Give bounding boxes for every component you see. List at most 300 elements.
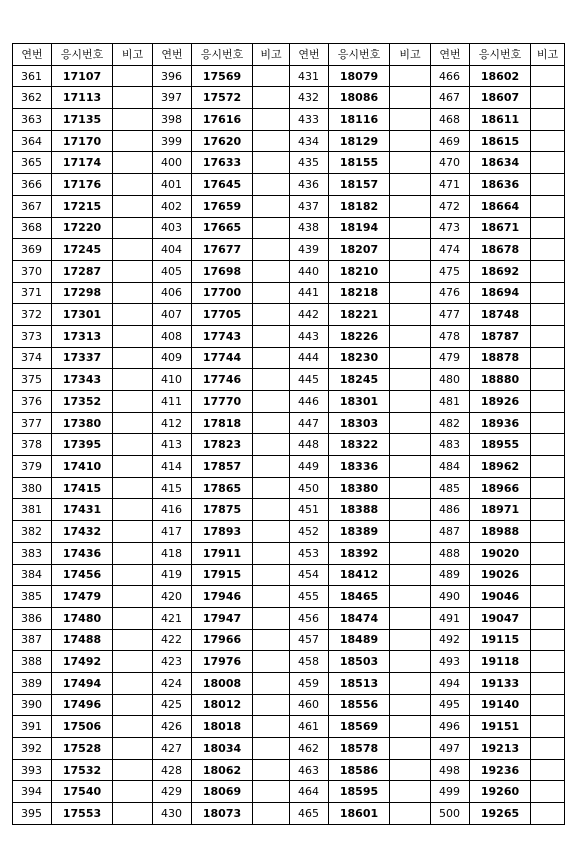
- note-cell: [113, 716, 153, 738]
- table-row: [13, 716, 565, 738]
- exam-number-cell: 17865: [192, 477, 253, 499]
- note-cell: [531, 694, 565, 716]
- seq-cell: 367: [13, 195, 52, 217]
- note-cell: [531, 759, 565, 781]
- seq-cell: 432: [290, 87, 329, 109]
- seq-cell: 473: [431, 217, 470, 239]
- table-row: [13, 651, 565, 673]
- seq-cell: 380: [13, 477, 52, 499]
- exam-number-cell: 17553: [52, 803, 113, 825]
- exam-number-cell: 18322: [329, 434, 390, 456]
- exam-number-cell: 18412: [329, 564, 390, 586]
- exam-number-cell: 17893: [192, 521, 253, 543]
- note-cell: [113, 477, 153, 499]
- note-cell: [113, 803, 153, 825]
- exam-number-cell: 17494: [52, 672, 113, 694]
- exam-number-cell: 18503: [329, 651, 390, 673]
- table-body: [13, 65, 565, 824]
- exam-number-cell: 18380: [329, 477, 390, 499]
- exam-number-cell: 18692: [470, 260, 531, 282]
- seq-cell: 465: [290, 803, 329, 825]
- seq-cell: 363: [13, 109, 52, 131]
- seq-cell: 460: [290, 694, 329, 716]
- note-cell: [253, 87, 290, 109]
- note-cell: [113, 629, 153, 651]
- table-row: [13, 499, 565, 521]
- note-cell: [531, 65, 565, 87]
- note-cell: [531, 325, 565, 347]
- seq-cell: 474: [431, 239, 470, 261]
- exam-number-cell: 18008: [192, 672, 253, 694]
- note-cell: [253, 651, 290, 673]
- note-cell: [113, 781, 153, 803]
- note-cell: [113, 347, 153, 369]
- seq-cell: 444: [290, 347, 329, 369]
- note-cell: [253, 542, 290, 564]
- exam-number-cell: 18226: [329, 325, 390, 347]
- exam-number-cell: 18988: [470, 521, 531, 543]
- exam-number-cell: 17665: [192, 217, 253, 239]
- table-row: [13, 738, 565, 760]
- exam-number-cell: 18671: [470, 217, 531, 239]
- note-cell: [531, 477, 565, 499]
- seq-cell: 424: [153, 672, 192, 694]
- seq-cell: 409: [153, 347, 192, 369]
- exam-number-cell: 18955: [470, 434, 531, 456]
- note-cell: [531, 564, 565, 586]
- exam-number-cell: 18615: [470, 130, 531, 152]
- exam-number-cell: 18678: [470, 239, 531, 261]
- note-cell: [390, 65, 431, 87]
- note-header: 비고: [253, 44, 290, 66]
- table-row: [13, 325, 565, 347]
- seq-cell: 422: [153, 629, 192, 651]
- note-cell: [113, 586, 153, 608]
- table-row: [13, 391, 565, 413]
- note-cell: [390, 456, 431, 478]
- seq-cell: 471: [431, 174, 470, 196]
- exam-number-cell: 17616: [192, 109, 253, 131]
- note-cell: [253, 564, 290, 586]
- seq-cell: 365: [13, 152, 52, 174]
- seq-cell: 386: [13, 607, 52, 629]
- seq-cell: 463: [290, 759, 329, 781]
- exam-number-cell: 19213: [470, 738, 531, 760]
- note-cell: [253, 499, 290, 521]
- note-cell: [390, 152, 431, 174]
- note-cell: [390, 738, 431, 760]
- exam-number-cell: 17746: [192, 369, 253, 391]
- seq-cell: 478: [431, 325, 470, 347]
- note-cell: [531, 87, 565, 109]
- seq-cell: 374: [13, 347, 52, 369]
- table-row: [13, 304, 565, 326]
- note-cell: [531, 803, 565, 825]
- exam-number-cell: 18218: [329, 282, 390, 304]
- exam-number-cell: 18966: [470, 477, 531, 499]
- note-cell: [390, 716, 431, 738]
- table-row: [13, 347, 565, 369]
- seq-cell: 456: [290, 607, 329, 629]
- exam-number-cell: 17220: [52, 217, 113, 239]
- exam-number-cell: 18392: [329, 542, 390, 564]
- seq-cell: 477: [431, 304, 470, 326]
- seq-cell: 403: [153, 217, 192, 239]
- seq-cell: 383: [13, 542, 52, 564]
- exam-number-cell: 17645: [192, 174, 253, 196]
- exam-number-cell: 18664: [470, 195, 531, 217]
- note-cell: [113, 109, 153, 131]
- exam-number-cell: 17176: [52, 174, 113, 196]
- note-cell: [531, 456, 565, 478]
- exam-number-cell: 19265: [470, 803, 531, 825]
- seq-cell: 371: [13, 282, 52, 304]
- exam-number-cell: 18601: [329, 803, 390, 825]
- exam-number-cell: 17915: [192, 564, 253, 586]
- exam-number-cell: 17875: [192, 499, 253, 521]
- seq-cell: 370: [13, 260, 52, 282]
- table-row: [13, 65, 565, 87]
- seq-cell: 481: [431, 391, 470, 413]
- exam-number-cell: 17569: [192, 65, 253, 87]
- seq-cell: 493: [431, 651, 470, 673]
- note-cell: [531, 152, 565, 174]
- exam-number-cell: 17744: [192, 347, 253, 369]
- exam-number-cell: 18245: [329, 369, 390, 391]
- seq-header: 연번: [153, 44, 192, 66]
- seq-cell: 417: [153, 521, 192, 543]
- seq-cell: 361: [13, 65, 52, 87]
- note-cell: [253, 586, 290, 608]
- seq-cell: 443: [290, 325, 329, 347]
- exam-number-cell: 19260: [470, 781, 531, 803]
- seq-cell: 385: [13, 586, 52, 608]
- note-cell: [253, 369, 290, 391]
- note-cell: [113, 65, 153, 87]
- exam-number-cell: 18607: [470, 87, 531, 109]
- exam-number-cell: 18636: [470, 174, 531, 196]
- exam-number-cell: 17976: [192, 651, 253, 673]
- seq-cell: 450: [290, 477, 329, 499]
- exam-number-cell: 18602: [470, 65, 531, 87]
- table-row: [13, 521, 565, 543]
- exam-number-cell: 17572: [192, 87, 253, 109]
- seq-cell: 405: [153, 260, 192, 282]
- exam-number-cell: 17395: [52, 434, 113, 456]
- note-cell: [253, 304, 290, 326]
- exam-number-cell: 17620: [192, 130, 253, 152]
- exam-number-cell: 17633: [192, 152, 253, 174]
- exam-number-cell: 18578: [329, 738, 390, 760]
- note-cell: [113, 369, 153, 391]
- note-cell: [253, 694, 290, 716]
- note-cell: [253, 607, 290, 629]
- seq-cell: 446: [290, 391, 329, 413]
- exam-number-cell: 17415: [52, 477, 113, 499]
- seq-cell: 379: [13, 456, 52, 478]
- exam-number-cell: 17301: [52, 304, 113, 326]
- table-row: [13, 87, 565, 109]
- note-cell: [390, 239, 431, 261]
- seq-cell: 362: [13, 87, 52, 109]
- seq-cell: 368: [13, 217, 52, 239]
- seq-cell: 373: [13, 325, 52, 347]
- seq-cell: 457: [290, 629, 329, 651]
- exam-number-cell: 17659: [192, 195, 253, 217]
- note-cell: [113, 456, 153, 478]
- exam-number-cell: 18073: [192, 803, 253, 825]
- seq-cell: 485: [431, 477, 470, 499]
- exam-number-cell: 18880: [470, 369, 531, 391]
- exam-number-cell: 17705: [192, 304, 253, 326]
- table-row: [13, 803, 565, 825]
- note-cell: [390, 347, 431, 369]
- table-row: [13, 781, 565, 803]
- note-cell: [113, 738, 153, 760]
- seq-cell: 369: [13, 239, 52, 261]
- note-cell: [253, 434, 290, 456]
- note-cell: [253, 65, 290, 87]
- table-row: [13, 477, 565, 499]
- note-cell: [531, 607, 565, 629]
- seq-cell: 472: [431, 195, 470, 217]
- note-cell: [253, 239, 290, 261]
- exam-number-cell: 18971: [470, 499, 531, 521]
- seq-cell: 387: [13, 629, 52, 651]
- note-cell: [253, 130, 290, 152]
- seq-cell: 467: [431, 87, 470, 109]
- note-header: 비고: [390, 44, 431, 66]
- exam-number-cell: 19047: [470, 607, 531, 629]
- note-cell: [390, 607, 431, 629]
- exam-number-cell: 18079: [329, 65, 390, 87]
- note-cell: [531, 521, 565, 543]
- note-cell: [113, 217, 153, 239]
- exam-number-cell: 17480: [52, 607, 113, 629]
- seq-cell: 382: [13, 521, 52, 543]
- exam-number-cell: 17107: [52, 65, 113, 87]
- exam-number-cell: 19151: [470, 716, 531, 738]
- exam-number-cell: 18034: [192, 738, 253, 760]
- exam-number-cell: 17135: [52, 109, 113, 131]
- seq-cell: 411: [153, 391, 192, 413]
- header-row: [13, 44, 565, 66]
- exam-number-cell: 17911: [192, 542, 253, 564]
- seq-cell: 418: [153, 542, 192, 564]
- exam-number-cell: 19115: [470, 629, 531, 651]
- seq-cell: 366: [13, 174, 52, 196]
- seq-cell: 375: [13, 369, 52, 391]
- note-cell: [531, 781, 565, 803]
- note-cell: [253, 412, 290, 434]
- table-row: [13, 239, 565, 261]
- note-cell: [390, 174, 431, 196]
- exam-number-header: 응시번호: [52, 44, 113, 66]
- exam-number-cell: 17436: [52, 542, 113, 564]
- exam-number-cell: 17432: [52, 521, 113, 543]
- exam-number-cell: 17298: [52, 282, 113, 304]
- seq-cell: 486: [431, 499, 470, 521]
- exam-number-cell: 17496: [52, 694, 113, 716]
- seq-cell: 491: [431, 607, 470, 629]
- seq-cell: 470: [431, 152, 470, 174]
- exam-number-cell: 18155: [329, 152, 390, 174]
- seq-cell: 412: [153, 412, 192, 434]
- note-cell: [531, 499, 565, 521]
- note-cell: [113, 282, 153, 304]
- note-cell: [390, 651, 431, 673]
- seq-cell: 488: [431, 542, 470, 564]
- exam-number-cell: 17743: [192, 325, 253, 347]
- note-header: 비고: [531, 44, 565, 66]
- note-cell: [390, 87, 431, 109]
- seq-cell: 480: [431, 369, 470, 391]
- exam-number-cell: 18611: [470, 109, 531, 131]
- seq-cell: 434: [290, 130, 329, 152]
- seq-cell: 439: [290, 239, 329, 261]
- note-cell: [531, 586, 565, 608]
- seq-cell: 414: [153, 456, 192, 478]
- seq-cell: 464: [290, 781, 329, 803]
- exam-number-cell: 17528: [52, 738, 113, 760]
- exam-number-cell: 19026: [470, 564, 531, 586]
- exam-number-cell: 17818: [192, 412, 253, 434]
- seq-cell: 398: [153, 109, 192, 131]
- exam-number-cell: 18569: [329, 716, 390, 738]
- exam-number-cell: 18878: [470, 347, 531, 369]
- note-cell: [253, 152, 290, 174]
- seq-cell: 459: [290, 672, 329, 694]
- exam-number-cell: 17770: [192, 391, 253, 413]
- table-row: [13, 174, 565, 196]
- note-cell: [253, 109, 290, 131]
- note-cell: [390, 217, 431, 239]
- note-cell: [390, 477, 431, 499]
- table-row: [13, 434, 565, 456]
- seq-cell: 431: [290, 65, 329, 87]
- exam-number-cell: 19046: [470, 586, 531, 608]
- exam-number-cell: 18012: [192, 694, 253, 716]
- exam-number-cell: 18221: [329, 304, 390, 326]
- table-row: [13, 282, 565, 304]
- seq-cell: 489: [431, 564, 470, 586]
- exam-number-cell: 18787: [470, 325, 531, 347]
- table-row: [13, 542, 565, 564]
- exam-number-cell: 19140: [470, 694, 531, 716]
- seq-cell: 394: [13, 781, 52, 803]
- note-cell: [113, 391, 153, 413]
- note-cell: [253, 260, 290, 282]
- note-cell: [253, 716, 290, 738]
- note-cell: [113, 412, 153, 434]
- note-cell: [390, 694, 431, 716]
- table-row: [13, 564, 565, 586]
- seq-cell: 447: [290, 412, 329, 434]
- exam-number-cell: 18301: [329, 391, 390, 413]
- seq-cell: 451: [290, 499, 329, 521]
- seq-header: 연번: [431, 44, 470, 66]
- seq-cell: 449: [290, 456, 329, 478]
- note-cell: [390, 369, 431, 391]
- note-cell: [253, 629, 290, 651]
- exam-number-cell: 17532: [52, 759, 113, 781]
- note-cell: [390, 803, 431, 825]
- note-cell: [531, 629, 565, 651]
- table-row: [13, 260, 565, 282]
- exam-number-cell: 18157: [329, 174, 390, 196]
- exam-number-cell: 18595: [329, 781, 390, 803]
- note-cell: [531, 738, 565, 760]
- seq-cell: 448: [290, 434, 329, 456]
- seq-cell: 393: [13, 759, 52, 781]
- seq-cell: 404: [153, 239, 192, 261]
- seq-cell: 495: [431, 694, 470, 716]
- note-cell: [390, 672, 431, 694]
- seq-cell: 437: [290, 195, 329, 217]
- note-cell: [113, 672, 153, 694]
- seq-cell: 421: [153, 607, 192, 629]
- note-cell: [531, 195, 565, 217]
- seq-cell: 461: [290, 716, 329, 738]
- seq-cell: 487: [431, 521, 470, 543]
- exam-number-cell: 18489: [329, 629, 390, 651]
- note-cell: [253, 672, 290, 694]
- note-cell: [113, 651, 153, 673]
- seq-cell: 406: [153, 282, 192, 304]
- note-cell: [531, 434, 565, 456]
- exam-number-cell: 19133: [470, 672, 531, 694]
- note-cell: [531, 174, 565, 196]
- note-cell: [390, 195, 431, 217]
- exam-number-table: [12, 43, 565, 825]
- seq-cell: 415: [153, 477, 192, 499]
- note-cell: [531, 391, 565, 413]
- table-row: [13, 607, 565, 629]
- seq-cell: 436: [290, 174, 329, 196]
- exam-number-header: 응시번호: [192, 44, 253, 66]
- seq-cell: 494: [431, 672, 470, 694]
- exam-number-cell: 18936: [470, 412, 531, 434]
- exam-number-cell: 17410: [52, 456, 113, 478]
- note-cell: [390, 586, 431, 608]
- seq-cell: 402: [153, 195, 192, 217]
- exam-number-cell: 18210: [329, 260, 390, 282]
- exam-number-cell: 17479: [52, 586, 113, 608]
- exam-number-cell: 18336: [329, 456, 390, 478]
- exam-number-cell: 17113: [52, 87, 113, 109]
- exam-number-header: 응시번호: [329, 44, 390, 66]
- note-cell: [531, 304, 565, 326]
- exam-number-cell: 18748: [470, 304, 531, 326]
- exam-number-cell: 17700: [192, 282, 253, 304]
- exam-number-cell: 17677: [192, 239, 253, 261]
- seq-cell: 469: [431, 130, 470, 152]
- exam-number-cell: 18018: [192, 716, 253, 738]
- seq-cell: 462: [290, 738, 329, 760]
- seq-cell: 484: [431, 456, 470, 478]
- seq-cell: 423: [153, 651, 192, 673]
- note-cell: [390, 282, 431, 304]
- note-cell: [113, 325, 153, 347]
- note-cell: [531, 672, 565, 694]
- exam-number-cell: 18474: [329, 607, 390, 629]
- exam-number-cell: 18465: [329, 586, 390, 608]
- seq-cell: 466: [431, 65, 470, 87]
- note-cell: [390, 412, 431, 434]
- exam-number-cell: 17698: [192, 260, 253, 282]
- note-cell: [531, 542, 565, 564]
- seq-cell: 435: [290, 152, 329, 174]
